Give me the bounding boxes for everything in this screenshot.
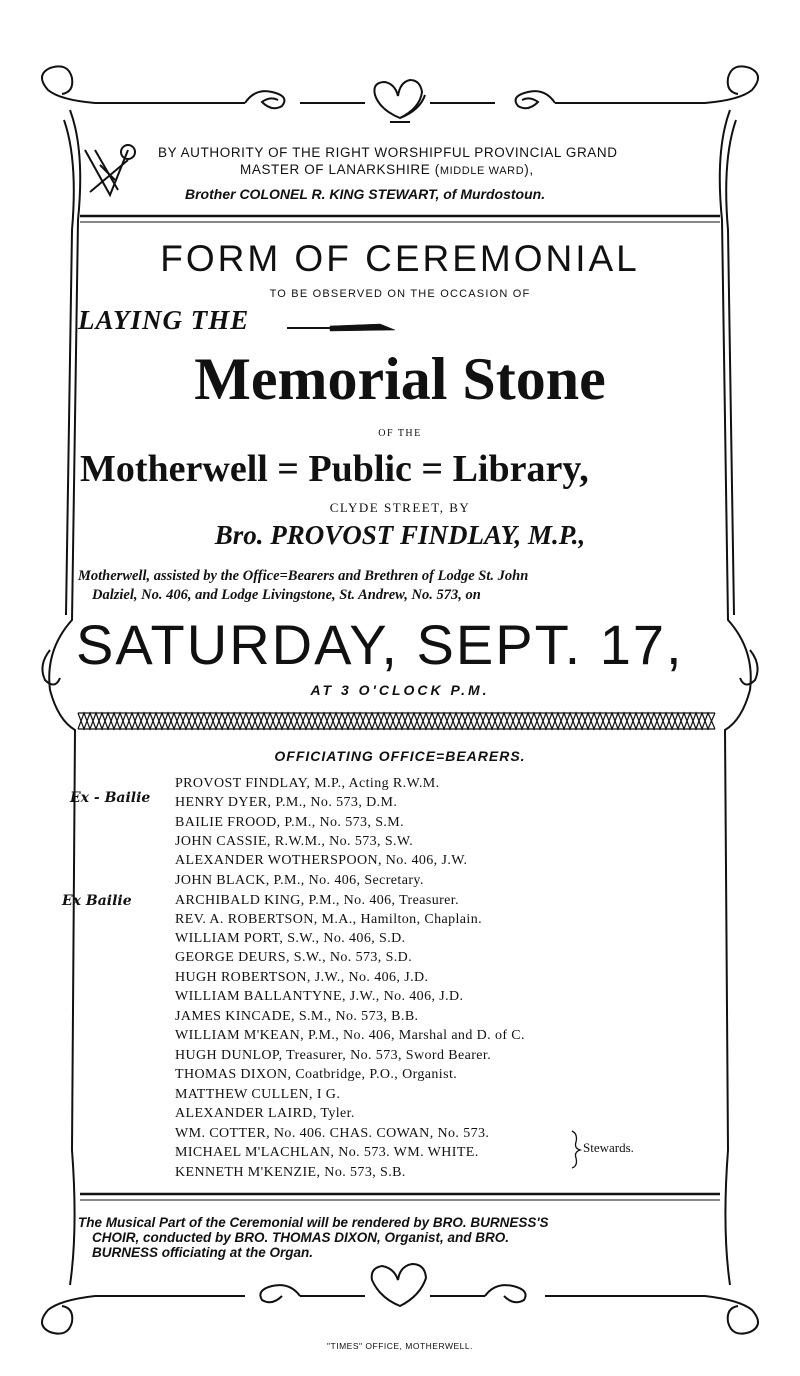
handwritten-annotation: Ex Bailie xyxy=(62,893,132,909)
officer-row: WILLIAM PORT, S.W., No. 406, S.D. xyxy=(175,931,406,946)
officer-row: MICHAEL M'LACHLAN, No. 573. WM. WHITE. xyxy=(175,1145,479,1160)
handwritten-annotation: Ex - Bailie xyxy=(70,790,151,806)
officer-row: JOHN BLACK, P.M., No. 406, Secretary. xyxy=(175,873,424,888)
form-of-ceremonial-title: FORM OF CEREMONIAL xyxy=(160,238,640,279)
authority-line-2 xyxy=(240,162,534,177)
officer-row: JOHN CASSIE, R.W.M., No. 573, S.W. xyxy=(175,834,414,849)
officer-row: ALEXANDER WOTHERSPOON, No. 406, J.W. xyxy=(175,853,468,868)
library-title: Motherwell = Public = Library, xyxy=(80,448,589,490)
provost-findlay: Bro. PROVOST FINDLAY, M.P., xyxy=(214,520,586,550)
masonic-emblem-icon xyxy=(85,145,135,195)
officer-row: ALEXANDER LAIRD, Tyler. xyxy=(175,1106,355,1121)
officer-row: PROVOST FINDLAY, M.P., Acting R.W.M. xyxy=(175,776,440,791)
officer-row: JAMES KINCADE, S.M., No. 573, B.B. xyxy=(175,1009,419,1024)
officer-row: HUGH DUNLOP, Treasurer, No. 573, Sword Bearer. xyxy=(175,1048,492,1063)
officer-row: KENNETH M'KENZIE, No. 573, S.B. xyxy=(175,1165,406,1180)
authority-line-1: BY AUTHORITY OF THE RIGHT WORSHIPFUL PROVINCIAL GRAND xyxy=(158,145,618,160)
authority-line-2-main: MASTER OF LANARKSHIRE ( xyxy=(240,162,440,177)
event-date: SATURDAY, SEPT. 17, xyxy=(76,613,684,676)
of-the: OF THE xyxy=(378,428,422,439)
officer-row: REV. A. ROBERTSON, M.A., Hamilton, Chaplain. xyxy=(175,912,483,927)
memorial-stone-title: Memorial Stone xyxy=(194,346,606,412)
authority-brother: Brother COLONEL R. KING STEWART, of Murdostoun. xyxy=(185,186,546,202)
authority-line-2-end: ), xyxy=(524,162,534,177)
officer-row: MATTHEW CULLEN, I G. xyxy=(175,1087,341,1102)
officer-row: THOMAS DIXON, Coatbridge, P.O., Organist. xyxy=(175,1067,458,1082)
event-time: AT 3 O'CLOCK P.M. xyxy=(310,682,490,698)
officiating-heading: OFFICIATING OFFICE=BEARERS. xyxy=(274,748,526,764)
printer-imprint: "TIMES" OFFICE, MOTHERWELL. xyxy=(327,1341,473,1351)
musical-line-3: BURNESS officiating at the Organ. xyxy=(92,1245,314,1260)
clyde-street: CLYDE STREET, BY xyxy=(329,500,471,515)
observed-line: TO BE OBSERVED ON THE OCCASION OF xyxy=(269,288,531,300)
officer-row: HENRY DYER, P.M., No. 573, D.M. xyxy=(175,795,398,810)
laying-the: LAYING THE xyxy=(78,305,250,335)
assisted-line-1: Motherwell, assisted by the Office=Bearers and Brethren of Lodge St. John xyxy=(78,568,529,584)
officer-row: WILLIAM BALLANTYNE, J.W., No. 406, J.D. xyxy=(175,989,464,1004)
officer-row: WILLIAM M'KEAN, P.M., No. 406, Marshal and D. of C. xyxy=(175,1028,525,1043)
officer-row: ARCHIBALD KING, P.M., No. 406, Treasurer. xyxy=(175,893,459,908)
officer-row: WM. COTTER, No. 406. CHAS. COWAN, No. 573. xyxy=(175,1126,490,1141)
stewards-label: Stewards. xyxy=(583,1140,634,1155)
musical-line-2: CHOIR, conducted by BRO. THOMAS DIXON, Organist, and BRO. xyxy=(92,1230,510,1245)
assisted-line-2: Dalziel, No. 406, and Lodge Livingstone, St. Andrew, No. 573, on xyxy=(92,587,481,603)
authority-middle-ward: MIDDLE WARD xyxy=(439,165,525,177)
officer-row: HUGH ROBERTSON, J.W., No. 406, J.D. xyxy=(175,970,429,985)
officer-row: BAILIE FROOD, P.M., No. 573, S.M. xyxy=(175,815,405,830)
officer-row: GEORGE DEURS, S.W., No. 573, S.D. xyxy=(175,950,413,965)
musical-line-1: The Musical Part of the Ceremonial will be rendered by BRO. BURNESS'S xyxy=(78,1215,549,1230)
